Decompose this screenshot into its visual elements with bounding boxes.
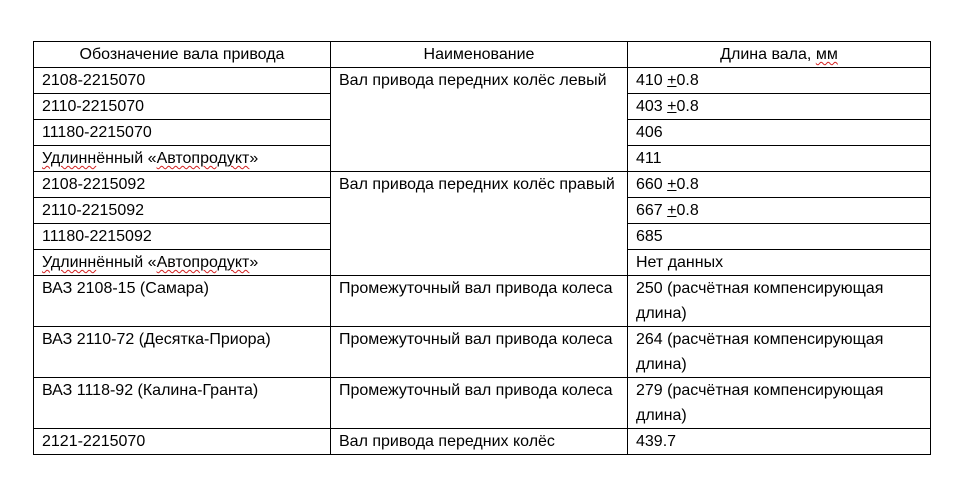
cell-designation: 2110-2215092 (34, 198, 331, 224)
cell-designation: ВАЗ 1118-92 (Калина-Гранта) (34, 378, 331, 429)
designation-part: » (249, 150, 259, 167)
table-row (34, 327, 931, 378)
cell-name-left-group: Вал привода передних колёс левый (331, 68, 628, 172)
cell-designation (34, 250, 331, 276)
header-length-unit: мм (815, 46, 838, 63)
designation-part: Удлинн (42, 150, 97, 167)
cell-length (628, 68, 931, 94)
tolerance-sign: + (667, 98, 677, 115)
tolerance-sign: + (667, 202, 677, 219)
cell-designation: ВАЗ 2110-72 (Десятка-Приора) (34, 327, 331, 378)
table-row (34, 378, 931, 429)
header-designation: Обозначение вала привода (34, 42, 331, 68)
cell-length (628, 198, 931, 224)
tolerance-value: 0.8 (676, 202, 699, 219)
cell-designation: 2110-2215070 (34, 94, 331, 120)
cell-designation: ВАЗ 2108-15 (Самара) (34, 276, 331, 327)
length-value: 410 (636, 72, 663, 89)
cell-name: Промежуточный вал привода колеса (331, 276, 628, 327)
tolerance-value: 0.8 (676, 72, 699, 89)
shaft-spec-table (33, 41, 931, 455)
cell-length (628, 94, 931, 120)
designation-brand: Автопродукт (156, 150, 250, 167)
length-value: 403 (636, 98, 663, 115)
cell-length: Нет данных (628, 250, 931, 276)
cell-designation: 11180-2215092 (34, 224, 331, 250)
cell-length: 406 (628, 120, 931, 146)
cell-designation: 2108-2215092 (34, 172, 331, 198)
tolerance-sign: + (667, 72, 677, 89)
cell-designation: 11180-2215070 (34, 120, 331, 146)
cell-name: Промежуточный вал привода колеса (331, 378, 628, 429)
table-row (34, 172, 931, 198)
designation-part: ённый « (96, 150, 157, 167)
length-value: 660 (636, 176, 663, 193)
designation-part: Удлинн (42, 254, 97, 271)
cell-designation (34, 146, 331, 172)
designation-part: » (249, 254, 259, 271)
cell-designation: 2108-2215070 (34, 68, 331, 94)
cell-length: 264 (расчётная компенсирующая длина) (628, 327, 931, 378)
cell-designation: 2121-2215070 (34, 429, 331, 455)
tolerance-sign: + (667, 176, 677, 193)
designation-part: ённый « (96, 254, 157, 271)
header-name: Наименование (331, 42, 628, 68)
tolerance-value: 0.8 (676, 98, 699, 115)
table-row (34, 68, 931, 94)
cell-length (628, 172, 931, 198)
header-length (628, 42, 931, 68)
cell-length: 279 (расчётная компенсирующая длина) (628, 378, 931, 429)
cell-length: 250 (расчётная компенсирующая длина) (628, 276, 931, 327)
table-row (34, 429, 931, 455)
cell-name: Промежуточный вал привода колеса (331, 327, 628, 378)
length-value: 667 (636, 202, 663, 219)
header-length-label: Длина вала, (720, 46, 816, 63)
table-row (34, 276, 931, 327)
table-header-row (34, 42, 931, 68)
designation-brand: Автопродукт (156, 254, 250, 271)
cell-length: 685 (628, 224, 931, 250)
cell-name: Вал привода передних колёс (331, 429, 628, 455)
cell-name-right-group: Вал привода передних колёс правый (331, 172, 628, 276)
cell-length: 439.7 (628, 429, 931, 455)
tolerance-value: 0.8 (676, 176, 699, 193)
cell-length: 411 (628, 146, 931, 172)
